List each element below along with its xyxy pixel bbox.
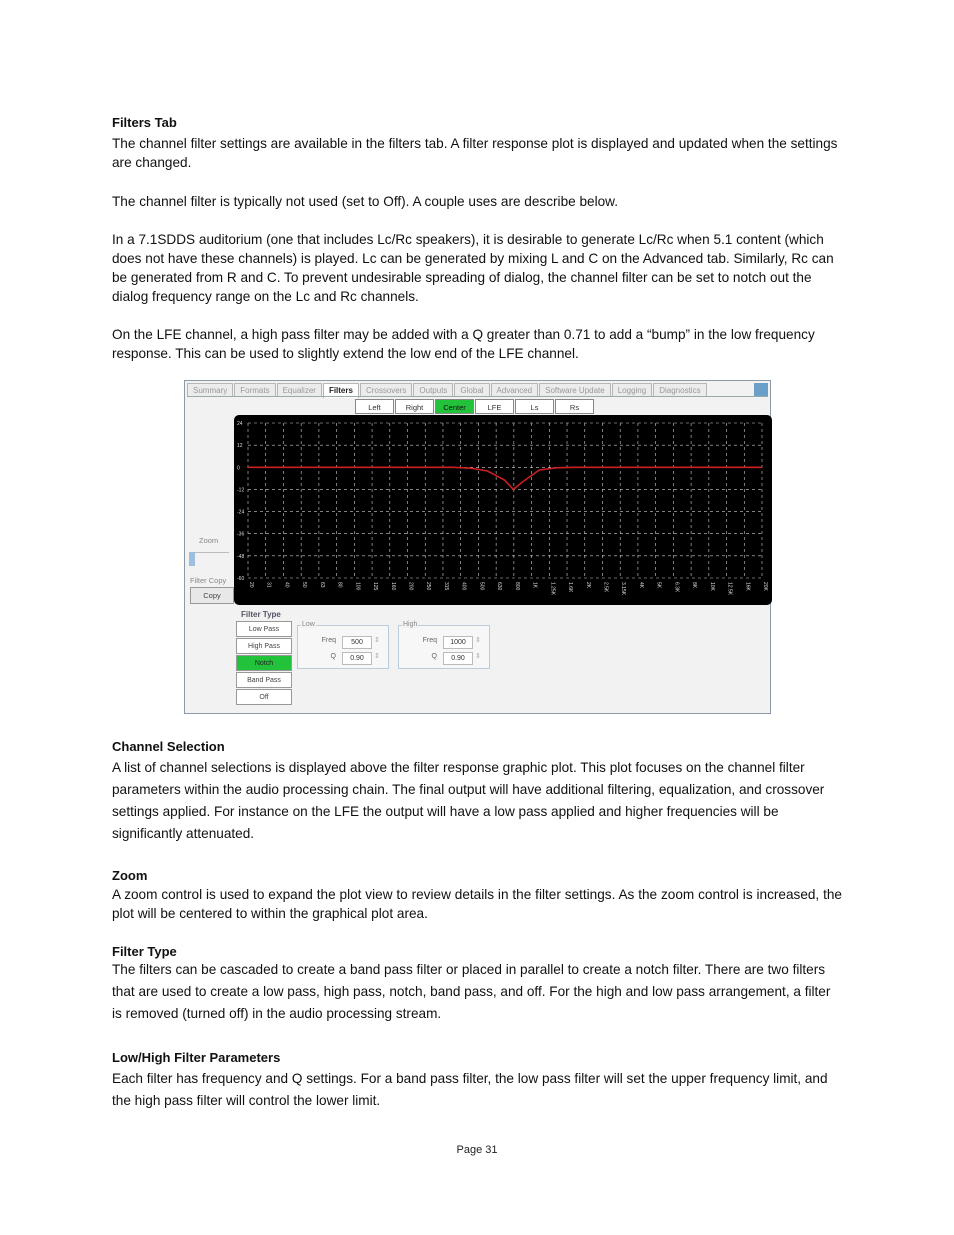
scroll-arrow-icon[interactable] xyxy=(754,383,768,396)
x-tick-label: 315 xyxy=(442,582,449,591)
tab-advanced[interactable]: Advanced xyxy=(491,383,539,397)
x-tick-label: 400 xyxy=(460,582,467,591)
y-tick-label: -48 xyxy=(237,553,245,560)
filter-response-plot xyxy=(234,415,772,605)
x-tick-label: 6.3K xyxy=(673,582,680,593)
x-tick-label: 250 xyxy=(425,582,432,591)
channel-selector xyxy=(355,399,595,414)
channel-button-lfe[interactable]: LFE xyxy=(475,399,514,414)
filter-type-off[interactable]: Off xyxy=(236,689,292,705)
tab-diagnostics[interactable]: Diagnostics xyxy=(653,383,706,397)
tab-bar xyxy=(187,383,708,396)
tab-software-update[interactable]: Software Update xyxy=(539,383,611,397)
response-plot-svg xyxy=(234,415,772,605)
paragraph-lfe: On the LFE channel, a high pass filter may be added with a Q greater than 0.71 to add a “bump” in the low frequency response. This can be used to slightly extend the low end of the LFE channel. xyxy=(112,327,815,361)
x-tick-label: 10K xyxy=(708,582,715,591)
y-tick-label: 24 xyxy=(237,421,243,427)
filter-type-low-pass[interactable]: Low Pass xyxy=(236,621,292,637)
tab-logging[interactable]: Logging xyxy=(612,383,652,397)
heading-filters-tab: Filters Tab xyxy=(112,115,177,130)
y-tick-label: 0 xyxy=(237,465,240,472)
paragraph-filters-intro: The channel filter settings are available in the filters tab. A filter response plot is displayed and updated when the settings are changed. xyxy=(112,136,838,170)
filter-copy-label: Filter Copy xyxy=(190,576,227,585)
paragraph-channel-selection: A list of channel selections is displayed above the filter response graphic plot. This plot focuses on the channel filter parameters within the audio processing chain. The final output will have additional filtering, equalization, and crossover settings applied. For instance on the LFE the output will have a low pass applied and higher frequencies will be significantly attenuated. xyxy=(112,760,825,841)
paragraph-filter-typical: The channel filter is typically not used (set to Off). A couple uses are describe below. xyxy=(112,194,619,209)
channel-button-rs[interactable]: Rs xyxy=(555,399,594,414)
x-tick-label: 40 xyxy=(283,582,290,588)
low-q-input[interactable]: 0.90 xyxy=(342,652,372,665)
high-q-input[interactable]: 0.90 xyxy=(443,652,473,665)
low-group-title: Low xyxy=(302,621,315,628)
channel-button-left[interactable]: Left xyxy=(355,399,394,414)
x-tick-label: 12.5K xyxy=(726,582,733,596)
tab-global[interactable]: Global xyxy=(454,383,489,397)
low-filter-group xyxy=(297,621,389,669)
tab-summary[interactable]: Summary xyxy=(187,383,233,397)
x-tick-label: 1K xyxy=(531,582,538,589)
high-group-title: High xyxy=(403,621,418,628)
x-tick-label: 4K xyxy=(637,582,644,589)
zoom-slider[interactable] xyxy=(189,552,229,565)
high-filter-group xyxy=(398,621,490,669)
filter-type-list xyxy=(236,621,292,706)
paragraph-params: Each filter has frequency and Q settings. For a band pass filter, the low pass filter will set the upper frequency limit, and the high pass filter will control the lower limit. xyxy=(112,1071,828,1108)
filter-type-high-pass[interactable]: High Pass xyxy=(236,638,292,654)
paragraph-zoom: A zoom control is used to expand the plot view to review details in the filter settings. As the zoom control is increased, the plot will be centered to within the graphical plot area. xyxy=(112,887,842,921)
zoom-label: Zoom xyxy=(199,536,219,545)
zoom-slider-handle[interactable] xyxy=(189,552,195,566)
spinner-icon[interactable]: ⇕ xyxy=(475,653,481,660)
x-tick-label: 800 xyxy=(513,582,520,591)
filter-type-label: Filter Type xyxy=(241,610,281,619)
x-tick-label: 8K xyxy=(691,582,698,589)
x-tick-label: 160 xyxy=(389,582,396,591)
x-tick-label: 630 xyxy=(496,582,503,591)
y-tick-label: -60 xyxy=(237,576,245,582)
low-q-label: Q xyxy=(330,653,336,660)
tab-divider xyxy=(187,396,768,397)
high-freq-label: Freq xyxy=(422,637,437,644)
tab-crossovers[interactable]: Crossovers xyxy=(360,383,412,397)
page-number: Page 31 xyxy=(456,1144,498,1156)
spinner-icon[interactable]: ⇕ xyxy=(475,637,481,644)
tab-formats[interactable]: Formats xyxy=(234,383,275,397)
low-freq-label: Freq xyxy=(321,637,336,644)
filter-type-notch[interactable]: Notch xyxy=(236,655,292,671)
channel-button-right[interactable]: Right xyxy=(395,399,434,414)
filters-tab-screenshot xyxy=(184,380,771,714)
x-tick-label: 3.15K xyxy=(620,582,627,596)
paragraph-filter-type: The filters can be cascaded to create a band pass filter or placed in parallel to create a notch filter. There are two filters that are used to create a low pass, high pass, notch, band pass, and off. For the high and low pass arrangement, a filter is removed (turned off) in the audio processing stream. xyxy=(112,962,831,1021)
y-tick-label: -12 xyxy=(237,487,245,494)
heading-channel-selection: Channel Selection xyxy=(112,739,225,754)
x-tick-label: 2K xyxy=(584,582,591,589)
x-tick-label: 31 xyxy=(265,582,272,588)
spinner-icon[interactable]: ⇕ xyxy=(374,653,380,660)
x-tick-label: 500 xyxy=(478,582,485,591)
x-tick-label: 1.25K xyxy=(549,582,556,596)
spinner-icon[interactable]: ⇕ xyxy=(374,637,380,644)
y-tick-label: -36 xyxy=(237,531,245,538)
low-freq-input[interactable]: 500 xyxy=(342,636,372,649)
tab-equalizer[interactable]: Equalizer xyxy=(277,383,322,397)
channel-button-center[interactable]: Center xyxy=(435,399,474,414)
high-q-label: Q xyxy=(431,653,437,660)
x-tick-label: 20 xyxy=(248,582,254,588)
response-curve xyxy=(248,467,762,489)
x-tick-label: 200 xyxy=(407,582,414,591)
filter-type-band-pass[interactable]: Band Pass xyxy=(236,672,292,688)
x-tick-label: 1.6K xyxy=(567,582,574,593)
x-tick-label: 50 xyxy=(301,582,308,588)
heading-zoom: Zoom xyxy=(112,868,148,883)
high-freq-input[interactable]: 1000 xyxy=(443,636,473,649)
heading-params: Low/High Filter Parameters xyxy=(112,1050,281,1065)
x-tick-label: 2.5K xyxy=(602,582,609,593)
heading-filter-type: Filter Type xyxy=(112,944,177,959)
paragraph-sdds: In a 7.1SDDS auditorium (one that includes Lc/Rc speakers), it is desirable to generate Lc/Rc when 5.1 content (which does not have these channels) is played. Lc can be generated by mixing L and C on the Advanced tab. Similarly, Rc can be generated from R and C. To prevent undesirable spreading of dialog, the channel filter can be set to notch out the dialog frequency range on the Lc and Rc channels. xyxy=(112,232,834,304)
x-tick-label: 5K xyxy=(655,582,662,589)
x-tick-label: 100 xyxy=(354,582,361,591)
y-tick-label: 12 xyxy=(237,443,243,450)
copy-button[interactable]: Copy xyxy=(190,587,234,604)
channel-button-ls[interactable]: Ls xyxy=(515,399,554,414)
x-tick-label: 16K xyxy=(744,582,751,591)
x-tick-label: 125 xyxy=(372,582,379,591)
tab-outputs[interactable]: Outputs xyxy=(413,383,453,397)
x-tick-label: 20K xyxy=(762,582,768,591)
x-tick-label: 80 xyxy=(336,582,343,588)
x-tick-label: 63 xyxy=(318,582,325,588)
y-tick-label: -24 xyxy=(237,509,245,516)
tab-filters[interactable]: Filters xyxy=(323,383,359,398)
